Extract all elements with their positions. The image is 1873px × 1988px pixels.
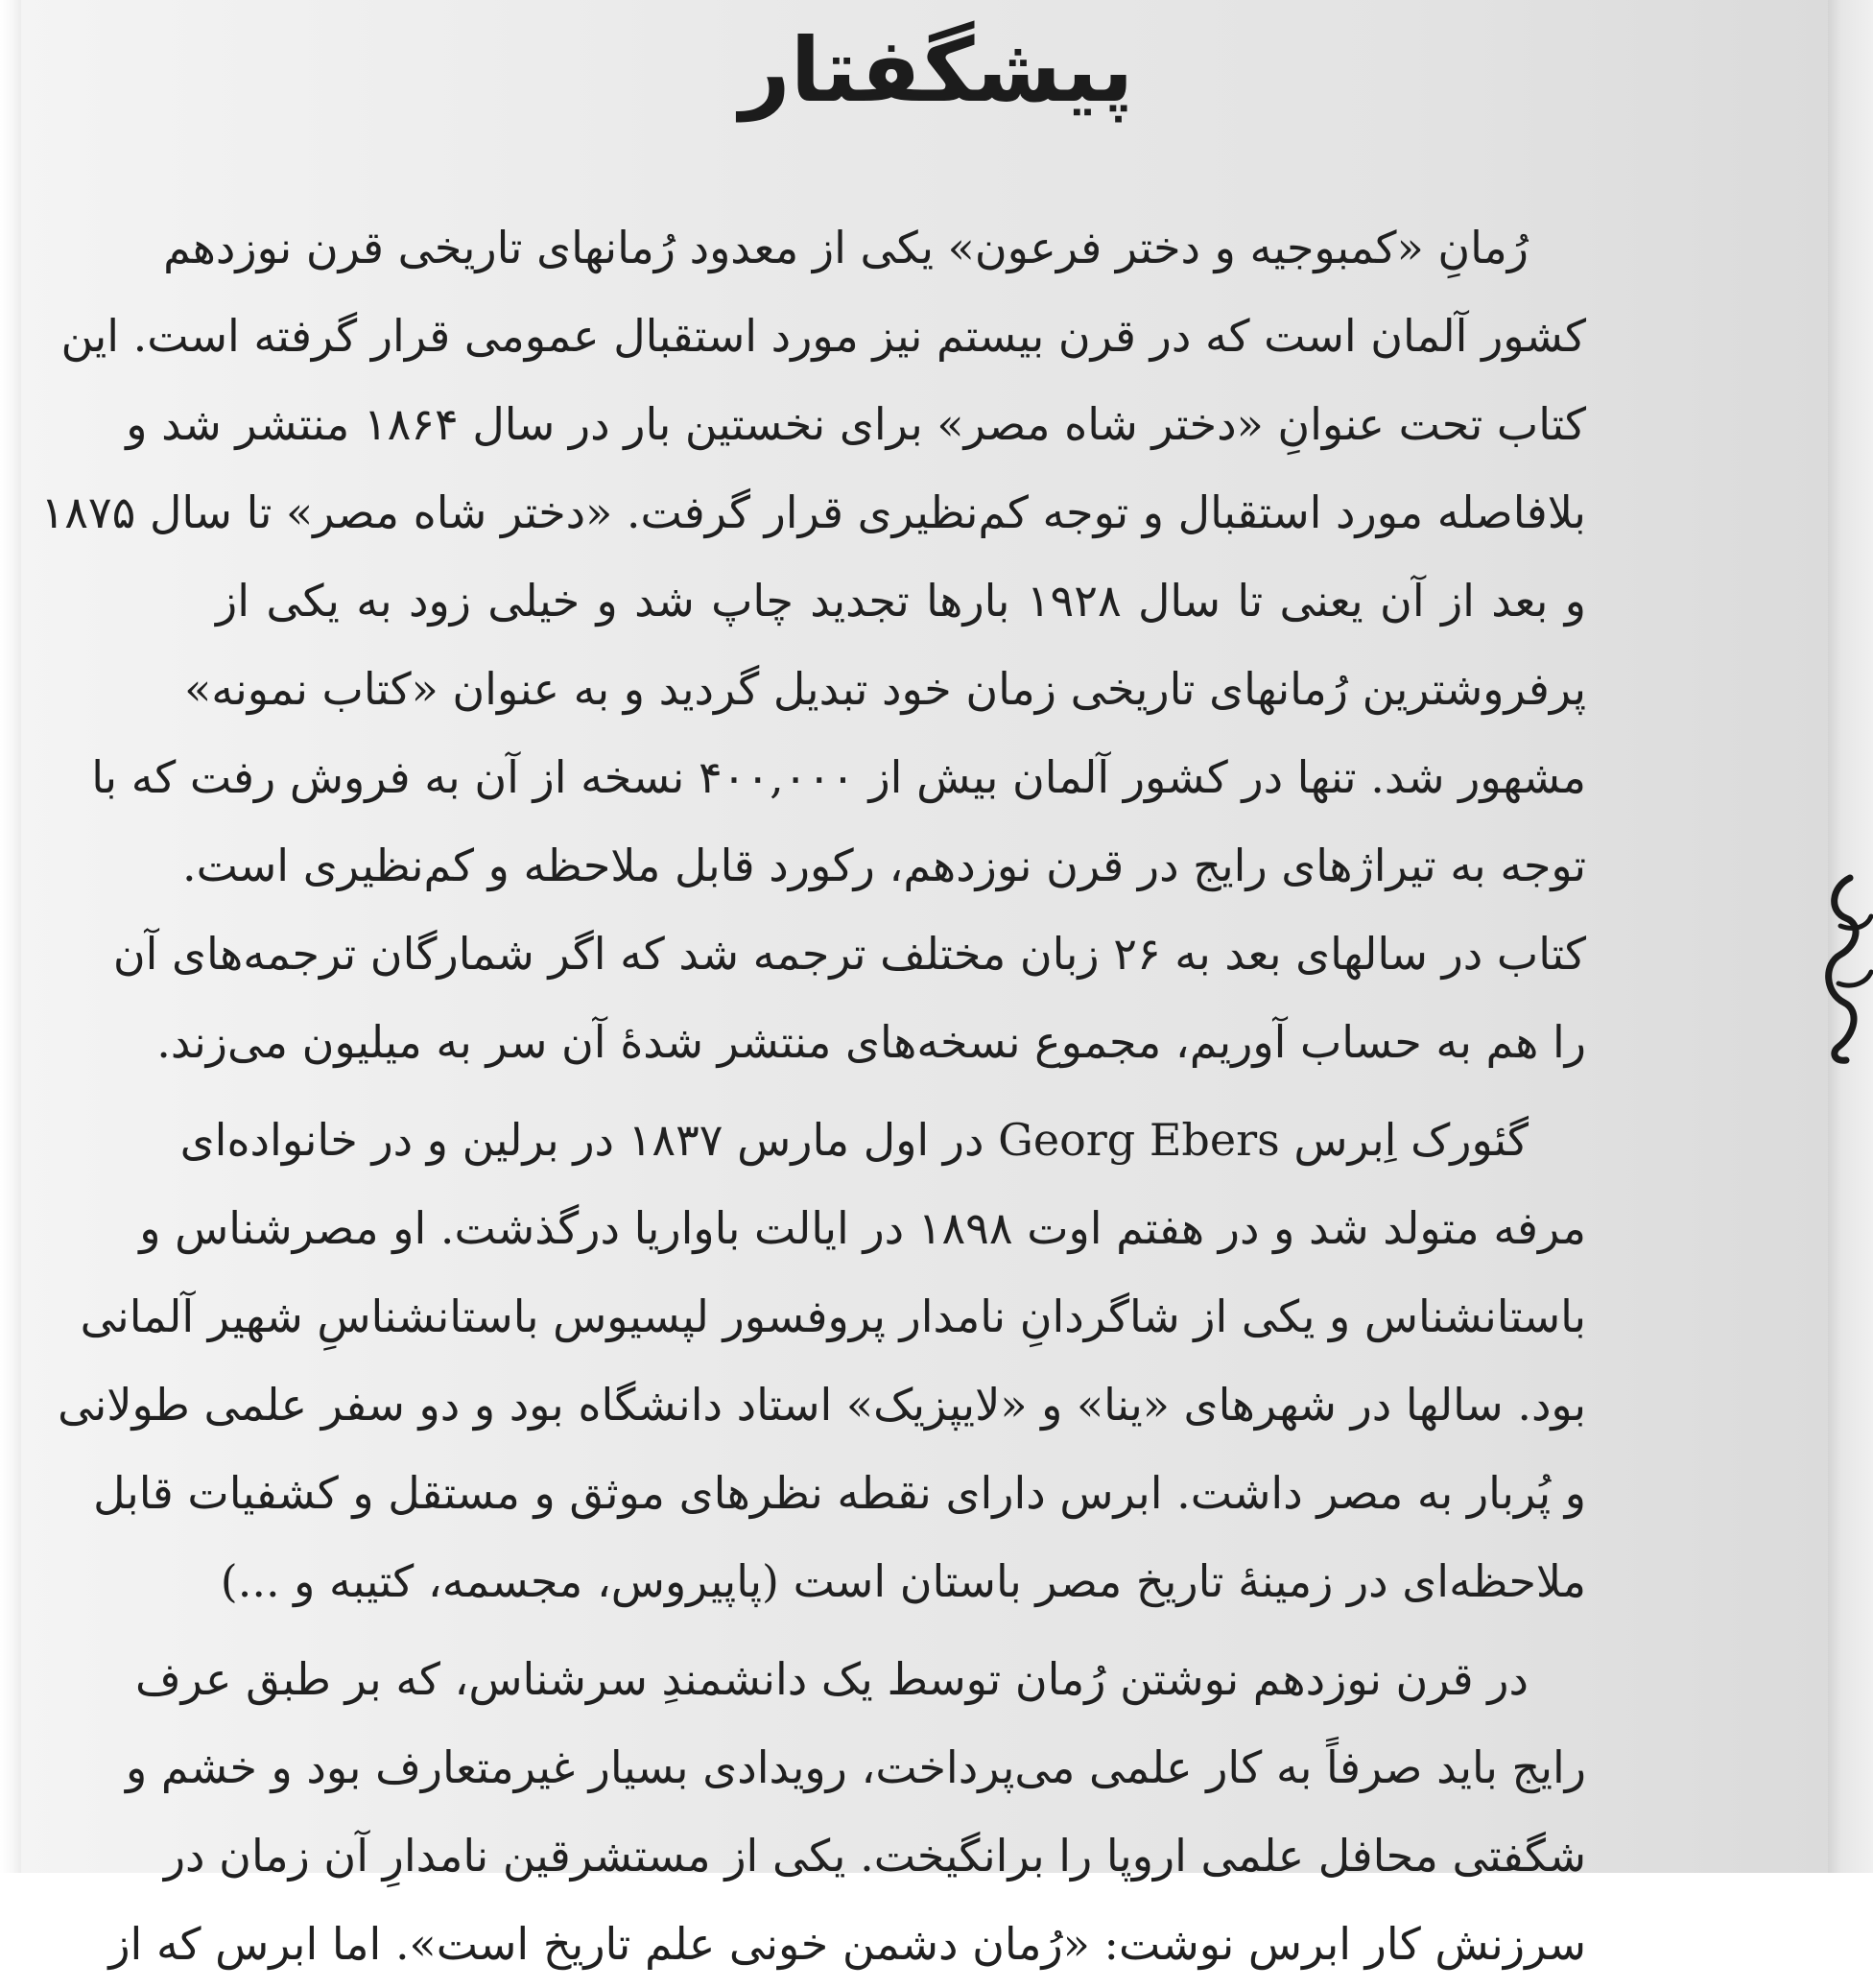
text-line: رایج باید صرفاً به کار علمی می‌پرداخت، رویدادی بسیار غیرمتعارف بود و خشم و xyxy=(126,1741,1586,1793)
text-line: ملاحظه‌ای در زمینهٔ تاریخ مصر باستان است (پاپیروس، مجسمه، کتیبه و ...) xyxy=(220,1555,1586,1607)
text-line: و پُربار به مصر داشت. ابرس دارای نقطه نظرهای موثق و مستقل و کشفیات قابل xyxy=(93,1467,1586,1519)
text-line: باستانشناس و یکی از شاگردانِ نامدار پروفسور لپسیوس باستانشناسِ شهیر آلمانی xyxy=(80,1290,1586,1342)
text-line: رُمانِ «کمبوجیه و دختر فرعون» یکی از معدود رُمانهای تاریخی قرن نوزدهم xyxy=(163,222,1529,273)
text-line: گئورک اِبرس Georg Ebers در اول مارس ۱۸۳۷ در برلین و در خانواده‌ای xyxy=(179,1114,1529,1166)
text-line: را هم به حساب آوریم، مجموع نسخه‌های منتشر شدهٔ آن سر به میلیون می‌زند. xyxy=(156,1016,1586,1068)
margin-calligraphy-ornament xyxy=(1812,868,1873,1070)
text-line: کتاب تحت عنوانِ «دختر شاه مصر» برای نخستین بار در سال ۱۸۶۴ منتشر شد و xyxy=(126,398,1586,450)
text-line: و بعد از آن یعنی تا سال ۱۹۲۸ بارها تجدید چاپ شد و خیلی زود به یکی از xyxy=(216,575,1587,627)
text-line: توجه به تیراژهای رایج در قرن نوزدهم، رکورد قابل ملاحظه و کم‌نظیری است. xyxy=(181,840,1586,891)
text-line: مرفه متولد شد و در هفتم اوت ۱۸۹۸ در ایالت باواریا درگذشت. او مصرشناس و xyxy=(139,1202,1586,1254)
text-line: پرفروشترین رُمانهای تاریخی زمان خود تبدیل گردید و به عنوان «کتاب نمونه» xyxy=(184,663,1586,715)
body-text xyxy=(40,203,1587,1988)
page-left-edge xyxy=(0,0,21,1873)
text-line: بلافاصله مورد استقبال و توجه کم‌نظیری قرار گرفت. «دختر شاه مصر» تا سال ۱۸۷۵ xyxy=(40,486,1586,538)
text-line: کشور آلمان است که در قرن بیستم نیز مورد استقبال عمومی قرار گرفته است. این xyxy=(60,310,1586,362)
text-line: سرزنش کار ابرس نوشت: «رُمان دشمن خونی علم تاریخ است». اما ابرس که از xyxy=(108,1918,1586,1970)
text-line: شگفتی محافل علمی اروپا را برانگیخت. یکی از مستشرقین نامدارِ آن زمان در xyxy=(163,1830,1586,1882)
text-line: مشهور شد. تنها در کشور آلمان بیش از ۴۰۰,۰۰۰ نسخه از آن به فروش رفت که با xyxy=(91,751,1586,803)
text-line: در قرن نوزدهم نوشتن رُمان توسط یک دانشمندِ سرشناس، که بر طبق عرف xyxy=(134,1653,1529,1705)
text-line: بود. سالها در شهرهای «ینا» و «لایپزیک» استاد دانشگاه بود و دو سفر علمی طولانی xyxy=(58,1379,1586,1431)
page-title: پیشگفتار xyxy=(739,19,1134,122)
text-line: کتاب در سالهای بعد به ۲۶ زبان مختلف ترجمه شد که اگر شمارگان ترجمه‌های آن xyxy=(112,928,1586,980)
